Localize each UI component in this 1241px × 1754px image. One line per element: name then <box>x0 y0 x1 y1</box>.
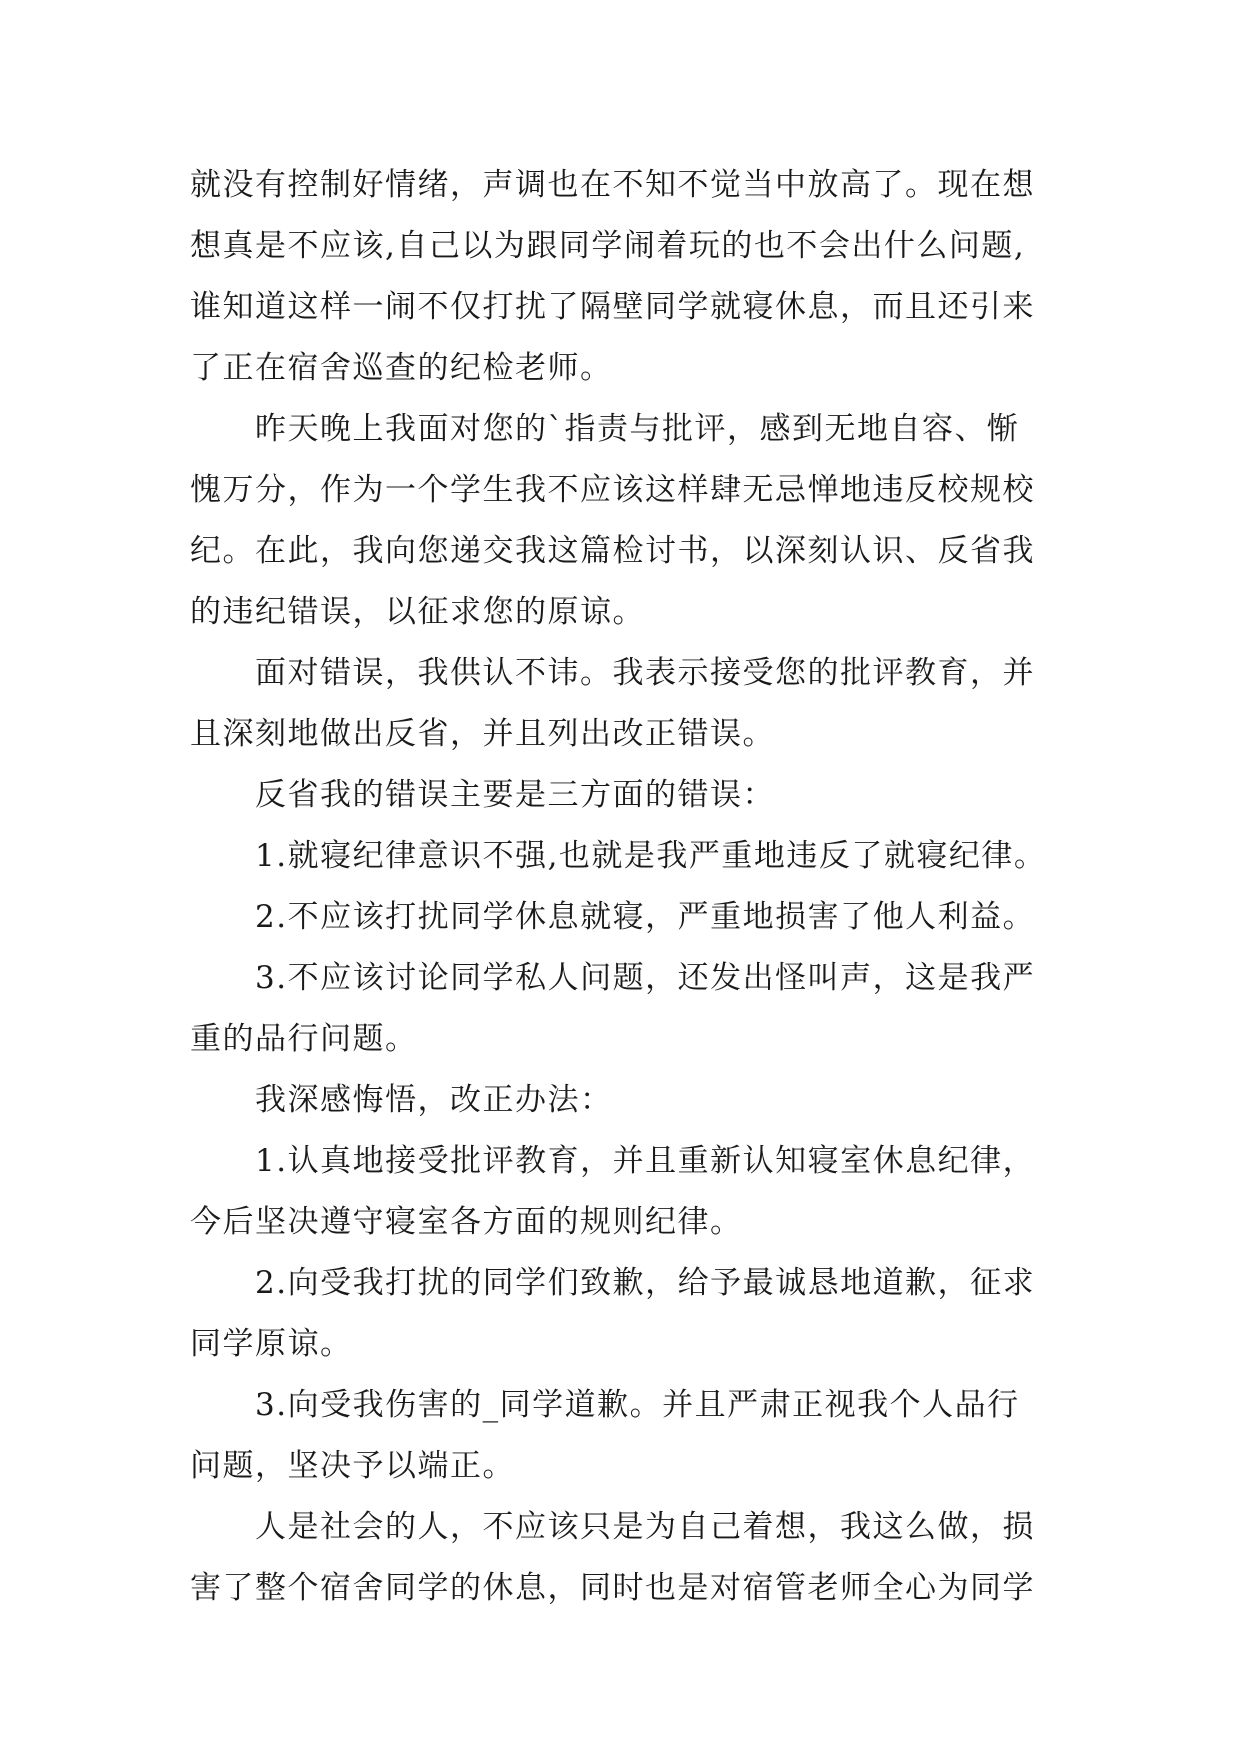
list-item-continuation: 问题，坚决予以端正。 <box>190 1448 515 1484</box>
list-item-continuation: 同学原谅。 <box>190 1326 353 1362</box>
text-line: 害了整个宿舍同学的休息，同时也是对宿管老师全心为同学 <box>190 1570 1035 1606</box>
text-line: 纪。在此，我向您递交我这篇检讨书，以深刻认识、反省我 <box>190 533 1035 569</box>
list-item: 3.向受我伤害的_同学道歉。并且严肃正视我个人品行 <box>255 1387 1020 1423</box>
text-line: 了正在宿舍巡查的纪检老师。 <box>190 350 613 386</box>
text-line: 且深刻地做出反省，并且列出改正错误。 <box>190 716 775 752</box>
section-heading: 我深感悔悟，改正办法： <box>255 1082 613 1118</box>
section-heading: 反省我的错误主要是三方面的错误： <box>255 777 775 813</box>
list-item-continuation: 重的品行问题。 <box>190 1021 418 1057</box>
list-item: 2.不应该打扰同学休息就寝，严重地损害了他人利益。 <box>255 899 1036 935</box>
paragraph-start-line: 昨天晚上我面对您的`指责与批评，感到无地自容、惭 <box>255 411 1020 447</box>
list-item: 3.不应该讨论同学私人问题，还发出怪叫声，这是我严 <box>255 960 1036 996</box>
list-item: 1.就寝纪律意识不强,也就是我严重地违反了就寝纪律。 <box>255 838 1047 874</box>
paragraph-start-line: 面对错误，我供认不讳。我表示接受您的批评教育，并 <box>255 655 1035 691</box>
list-item: 1.认真地接受批评教育，并且重新认知寝室休息纪律， <box>255 1143 1036 1179</box>
text-line: 想真是不应该,自己以为跟同学闹着玩的也不会出什么问题, <box>190 228 1026 264</box>
text-line: 谁知道这样一闹不仅打扰了隔壁同学就寝休息，而且还引来 <box>190 289 1035 325</box>
list-item: 2.向受我打扰的同学们致歉，给予最诚恳地道歉，征求 <box>255 1265 1036 1301</box>
text-line: 就没有控制好情绪，声调也在不知不觉当中放高了。现在想 <box>190 167 1035 203</box>
text-line: 愧万分，作为一个学生我不应该这样肆无忌惮地违反校规校 <box>190 472 1035 508</box>
paragraph-start-line: 人是社会的人，不应该只是为自己着想，我这么做，损 <box>255 1509 1035 1545</box>
list-item-continuation: 今后坚决遵守寝室各方面的规则纪律。 <box>190 1204 743 1240</box>
text-line: 的违纪错误，以征求您的原谅。 <box>190 594 645 630</box>
